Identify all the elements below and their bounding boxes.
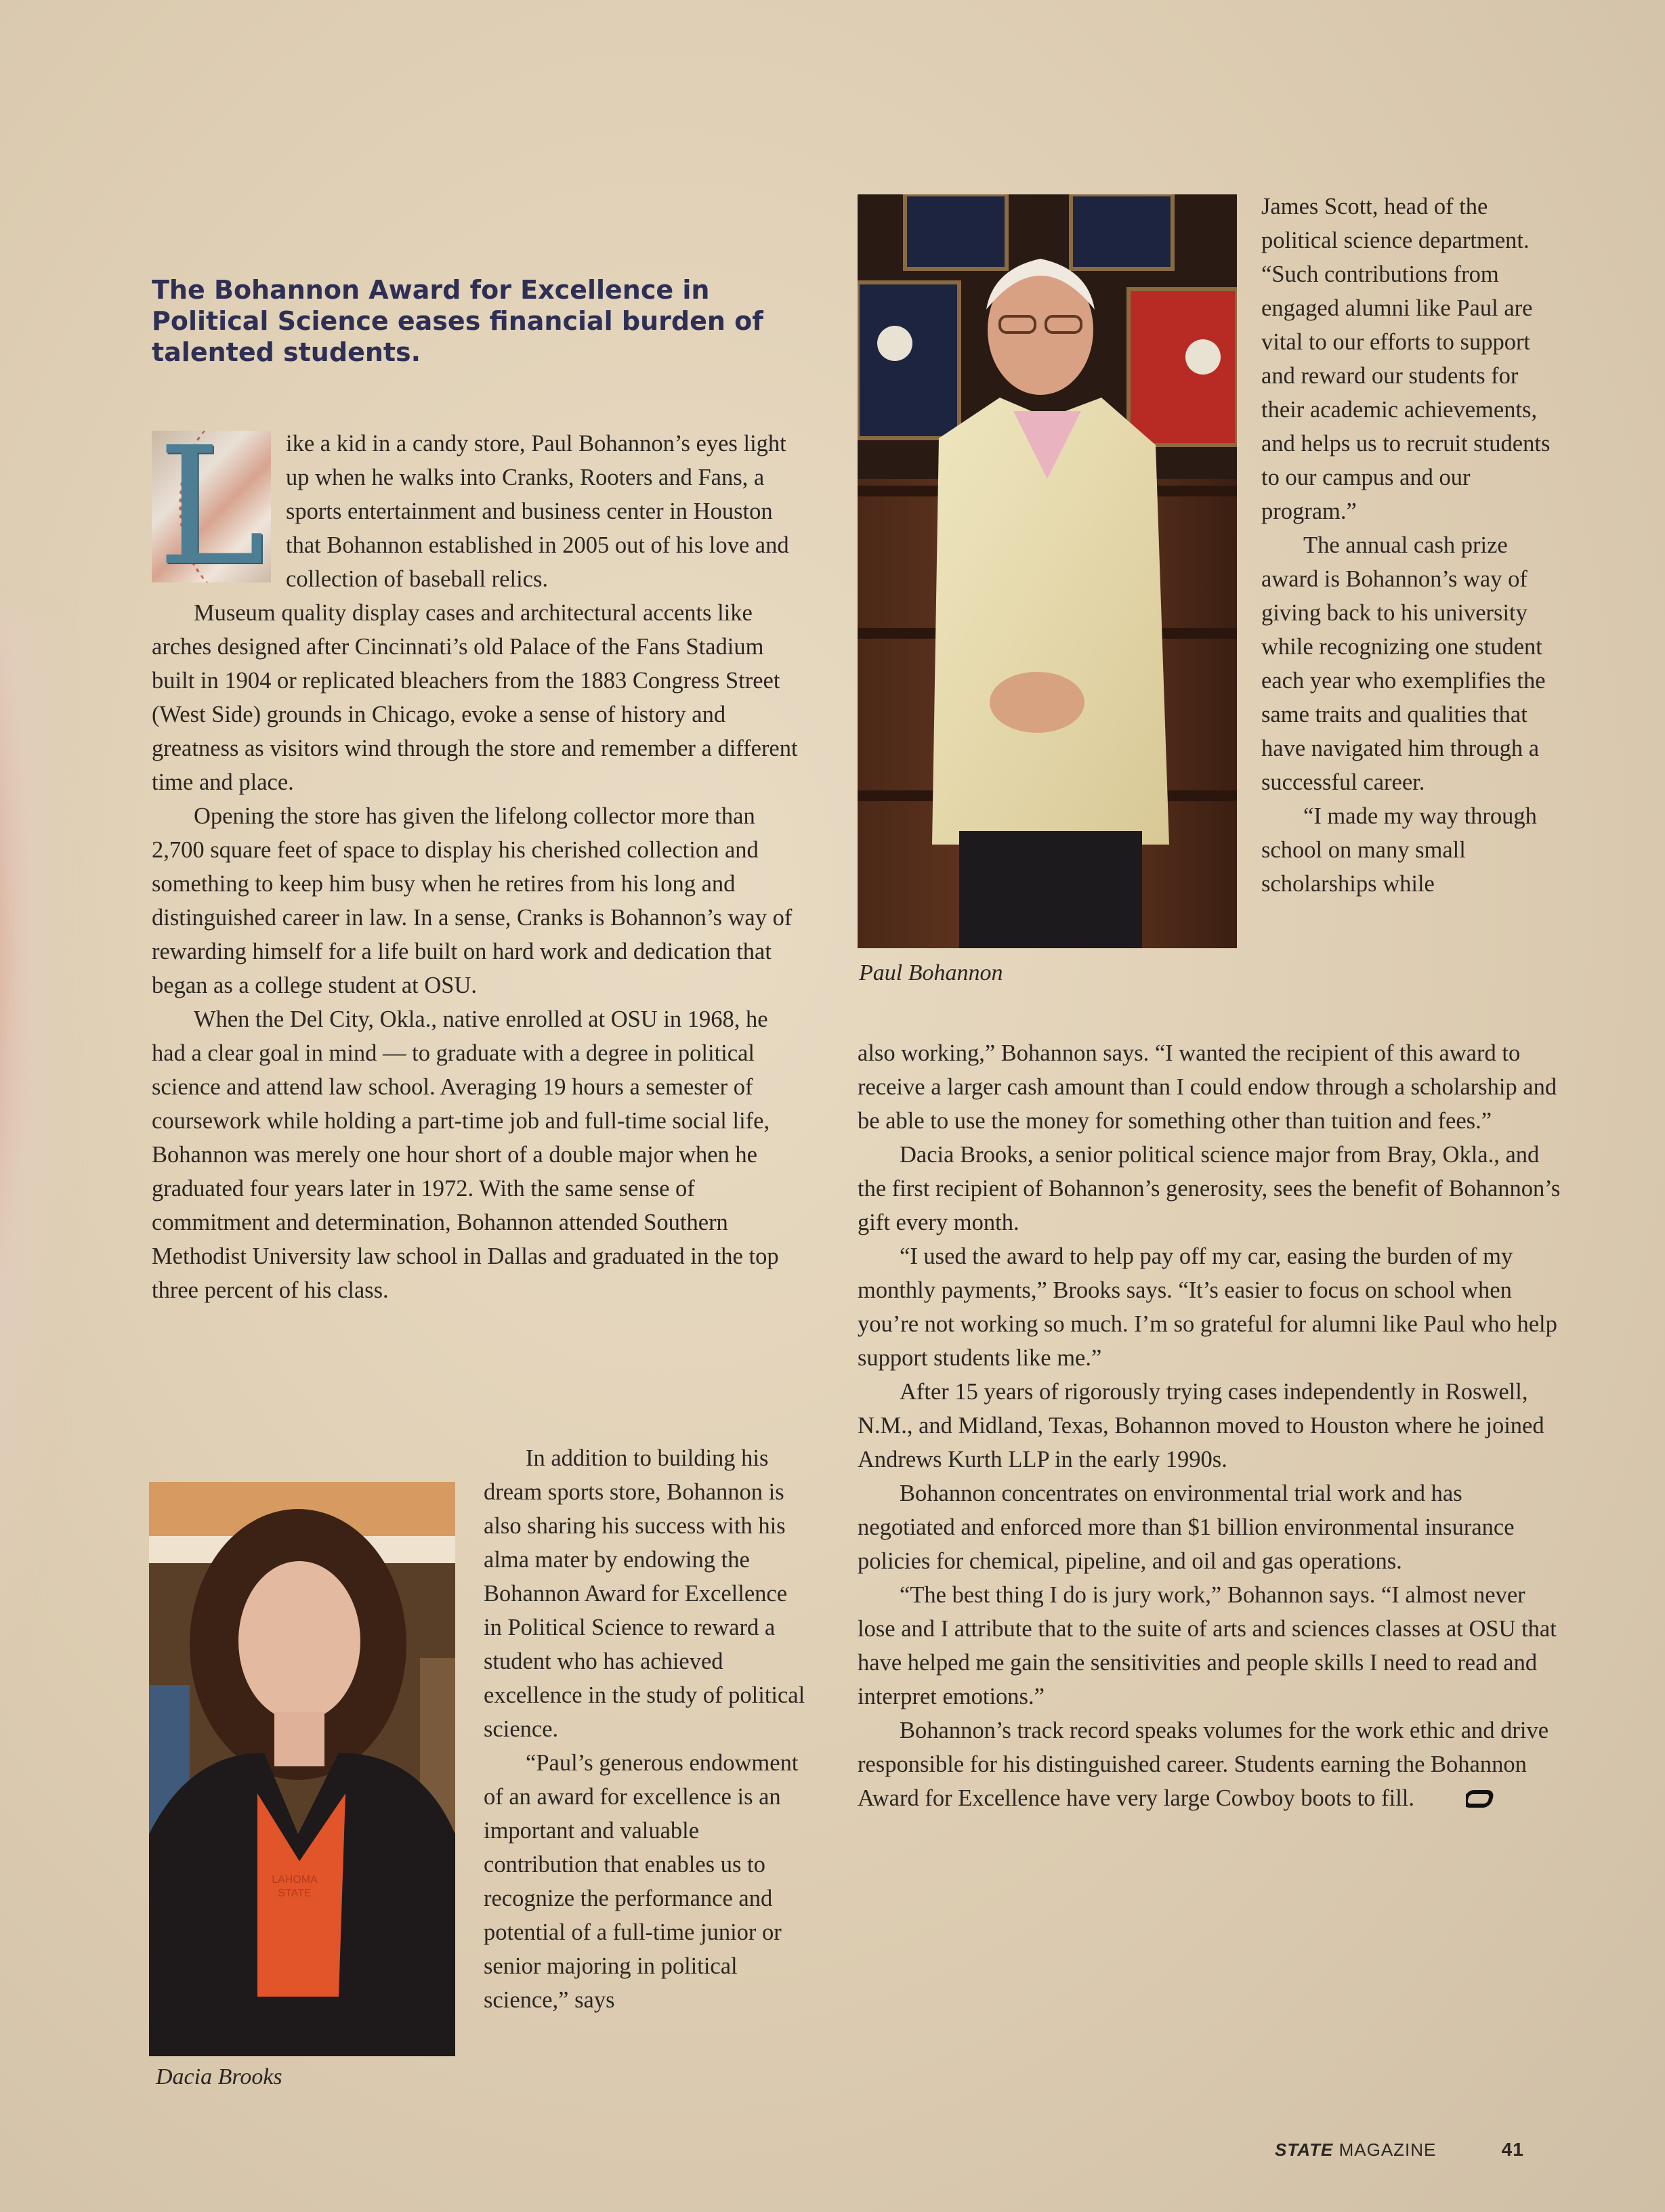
- column-3-text: [1261, 190, 1559, 901]
- paragraph: “Paul’s generous endowment of an award for excellence is an important and valuable contribution that enables us to recognize the performance and potential of a full-time junior or senior majoring in political science,” says: [484, 1750, 799, 2013]
- paragraph: also working,” Bohannon says. “I wanted the recipient of this award to receive a larger cash amount than I could endow through a scholarship and be able to use the money for something other than tuition and fees.”: [858, 1040, 1557, 1134]
- paragraph: “The best thing I do is jury work,” Bohannon says. “I almost never lose and I attribute that to the suite of arts and sciences classes at OSU that have helped me gain the sensitivities and people skills I need to read and interpret emotions.”: [858, 1582, 1557, 1709]
- paragraph: James Scott, head of the political science department. “Such contributions from engaged alumni like Paul are vital to our efforts to support and reward our students for their academic achievements, and helps us to recruit students to our campus and our program.”: [1261, 194, 1551, 524]
- paragraph: Museum quality display cases and architectural accents like arches designed after Cincinnati’s old Palace of the Fans Stadium built in 1904 or replicated bleachers from the 1883 Congress Street (West Side) grounds in Chicago, evoke a sense of history and greatness as visitors wind through the store and remember a different time and place.: [152, 600, 798, 795]
- paragraph: In addition to building his dream sports store, Bohannon is also sharing his success with his alma mater by endowing the Bohannon Award for Excellence in Political Science to reward a student who has achieved excellence in the study of political science.: [484, 1445, 805, 1742]
- drop-cap-letter: L: [152, 431, 271, 582]
- dacia-brooks-photo: [149, 1482, 455, 2056]
- paragraph: Opening the store has given the lifelong collector more than 2,700 square feet of space to display his cherished collection and something to keep him busy when he retires from his long and distinguished career in law. In a sense, Cranks is Bohannon’s way of rewarding himself for a life built on hard work and dedication that began as a college student at OSU.: [152, 803, 793, 998]
- footer-magazine-state: STATE: [1275, 2140, 1334, 2160]
- paragraph: “I used the award to help pay off my car, easing the burden of my monthly payments,” Brooks says. “It’s easier to focus on school when you’re not working so much. I’m so grateful for alumni like Paul who help support students like me.”: [858, 1243, 1557, 1371]
- paragraph: After 15 years of rigorously trying cases independently in Roswell, N.M., and Midland, Texas, Bohannon moved to Houston where he joined Andrews Kurth LLP in the early 1990s.: [858, 1379, 1544, 1472]
- paragraph: “I made my way through school on many small scholarships while: [1261, 803, 1537, 897]
- paul-bohannon-photo: [858, 194, 1237, 948]
- column-2-lower-text: [858, 1036, 1562, 1817]
- osu-end-mark-icon: [1424, 1783, 1496, 1817]
- column-1-text: [152, 427, 803, 1307]
- blurred-edge-decoration: [0, 610, 75, 1761]
- paragraph: Dacia Brooks, a senior political science major from Bray, Okla., and the first recipient of Bohannon’s generosity, sees the benefit of Bohannon’s gift every month.: [858, 1142, 1561, 1235]
- footer-magazine-name: MAGAZINE: [1339, 2140, 1437, 2160]
- shirt-text: LAHOMA STATE: [272, 1874, 318, 1899]
- article-subhead: The Bohannon Award for Excellence in Political Science eases financial burden of talented students.: [152, 275, 763, 367]
- first-paragraph: [152, 427, 803, 596]
- paragraph: When the Del City, Okla., native enrolled at OSU in 1968, he had a clear goal in mind — to graduate with a degree in political science and attend law school. Averaging 19 hours a semester of coursework while holding a part-time job and full-time social life, Bohannon was merely one hour short of a double major when he graduated four years later in 1972. With the same sense of commitment and determination, Bohannon attended Southern Methodist University law school in Dallas and graduated in the top three percent of his class.: [152, 1006, 779, 1303]
- page-number: 41: [1501, 2139, 1524, 2160]
- page-footer: [1275, 2139, 1524, 2161]
- paragraph: Bohannon concentrates on environmental trial work and has negotiated and enforced more than $1 billion environmental insurance policies for chemical, pipeline, and oil and gas operations.: [858, 1481, 1515, 1574]
- paragraph: The annual cash prize award is Bohannon’s way of giving back to his university while recognizing one student each year who exemplifies the same traits and qualities that have navigated him through a successful career.: [1261, 532, 1546, 795]
- paragraph: ike a kid in a candy store, Paul Bohannon’s eyes light up when he walks into Cranks, Rooters and Fans, a sports entertainment and business center in Houston that Bohannon established in 2005 out of his love and collection of baseball relics.: [286, 431, 789, 592]
- dacia-photo-caption: Dacia Brooks: [156, 2064, 282, 2089]
- paul-photo-caption: Paul Bohannon: [859, 960, 1003, 985]
- last-paragraph: Bohannon’s track record speaks volumes for the work ethic and drive responsible for his distinguished career. Students earning the Bohannon Award for Excellence have very large Cowboy boots to fill.: [858, 1714, 1562, 1817]
- column-1-lower-text: [484, 1441, 809, 2017]
